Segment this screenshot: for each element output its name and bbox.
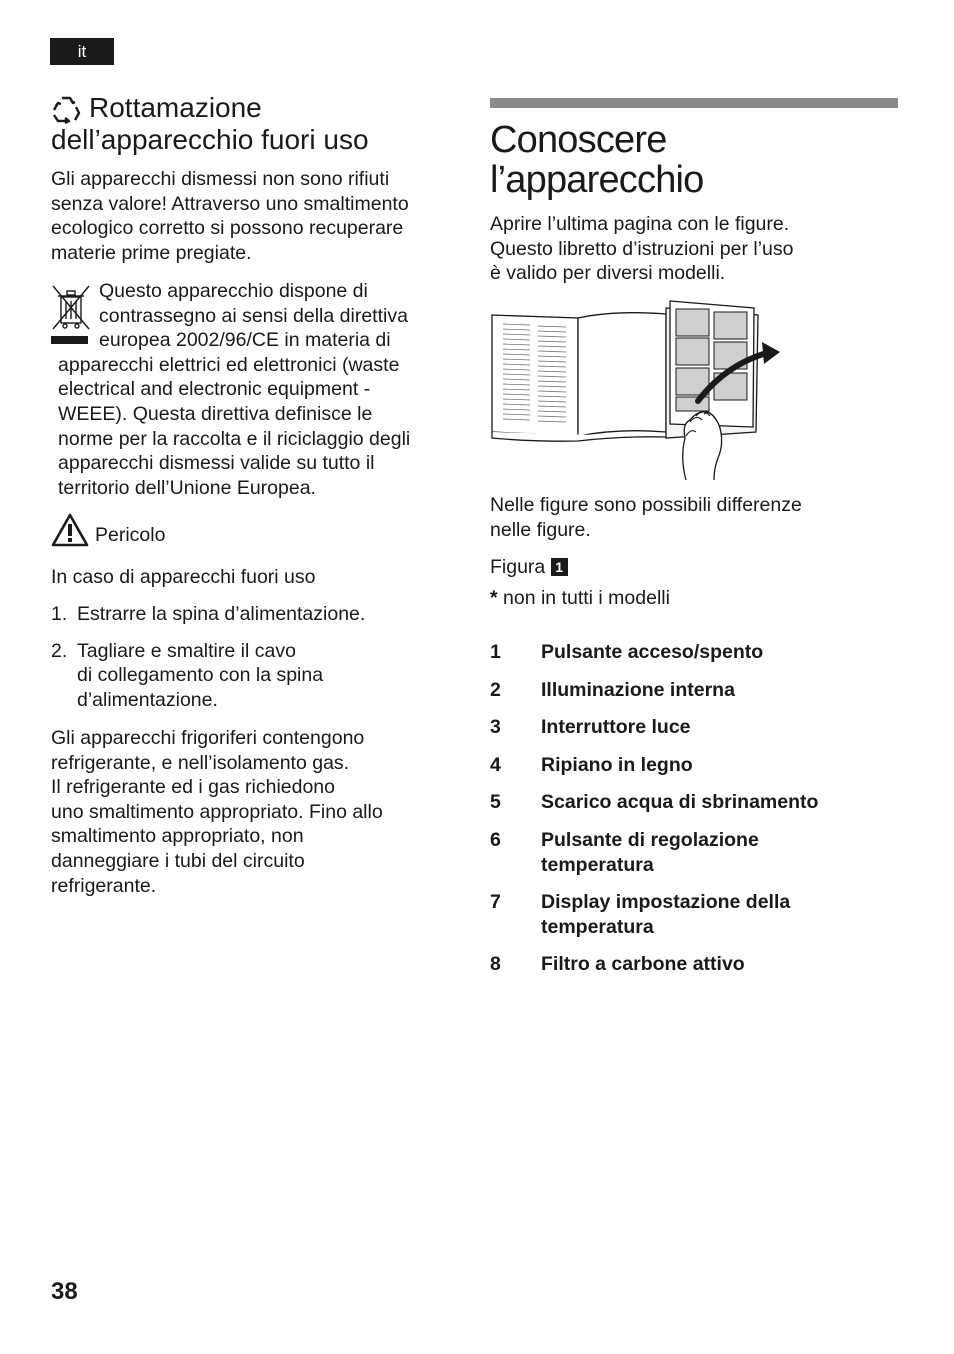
part-number: 8 xyxy=(490,953,501,976)
footnote-text: non in tutti i modelli xyxy=(503,587,670,609)
list-item xyxy=(490,640,900,665)
disposal-title: Rottamazione xyxy=(89,92,262,123)
disposal-steps xyxy=(51,602,466,712)
part-label: Scarico acqua di sbrinamento xyxy=(541,791,819,814)
text-line: apparecchi elettrici ed elettronici (waste xyxy=(58,353,400,376)
text-line: WEEE). Questa direttiva definisce le xyxy=(58,402,373,425)
disposal-title-line2: dell’apparecchio fuori uso xyxy=(51,124,369,155)
figure-note xyxy=(490,493,900,542)
text-line: apparecchi dismessi valide su tutto il xyxy=(58,452,375,475)
list-item xyxy=(490,890,900,939)
text-line: europea 2002/96/CE in materia di xyxy=(99,329,391,352)
text-line: materie prime pregiate. xyxy=(51,241,252,264)
part-label: Ripiano in legno xyxy=(541,753,693,776)
part-label: Filtro a carbone attivo xyxy=(541,953,745,976)
page-number: 38 xyxy=(51,1278,78,1305)
list-item xyxy=(490,790,900,815)
parts-list xyxy=(490,640,900,990)
appliance-title xyxy=(490,120,900,200)
text-line: electrical and electronic equipment - xyxy=(58,378,371,401)
step-text: d’alimentazione. xyxy=(77,688,218,711)
language-tag: it xyxy=(50,38,114,65)
text-line: Questo apparecchio dispone di xyxy=(99,280,368,302)
text-line: è valido per diversi modelli. xyxy=(490,262,726,285)
list-item xyxy=(490,753,900,778)
disposal-section xyxy=(51,92,466,155)
text-line: senza valore! Attraverso uno smaltimento xyxy=(51,192,409,215)
step-number: 2. xyxy=(51,639,68,662)
text-line: Aprire l’ultima pagina con le figure. xyxy=(490,213,790,235)
text-line: danneggiare i tubi del circuito xyxy=(51,849,305,872)
part-label: Display impostazione della xyxy=(541,891,791,914)
weee-text xyxy=(58,353,468,501)
list-item xyxy=(51,602,466,627)
danger-intro: In caso di apparecchi fuori uso xyxy=(51,566,316,588)
figure-reference xyxy=(490,555,900,580)
part-number: 6 xyxy=(490,828,501,851)
footnote xyxy=(490,586,900,611)
text-line: Questo libretto d’istruzioni per l’uso xyxy=(490,237,794,260)
danger-label: Pericolo xyxy=(95,524,166,546)
text-line: ecologico corretto si possono recuperare xyxy=(51,217,404,240)
text-line: nelle figure. xyxy=(490,518,591,541)
text-line: uno smaltimento appropriato. Fino allo xyxy=(51,800,383,823)
step-text: Estrarre la spina d’alimentazione. xyxy=(77,603,366,625)
recycle-icon xyxy=(51,94,81,124)
step-number: 1. xyxy=(51,603,68,625)
step-text: Tagliare e smaltire il cavo xyxy=(77,639,296,662)
list-item xyxy=(490,715,900,740)
list-item xyxy=(490,678,900,703)
appliance-intro xyxy=(490,212,900,286)
booklet-illustration xyxy=(490,298,790,483)
list-item xyxy=(490,828,900,877)
section-rule xyxy=(490,98,898,108)
weee-text-indented xyxy=(99,279,469,353)
page-title: Conoscere xyxy=(490,119,667,161)
part-label: temperatura xyxy=(541,915,654,938)
list-item xyxy=(51,639,466,713)
weee-bin-icon xyxy=(51,283,91,349)
text-line: norme per la raccolta e il riciclaggio degli xyxy=(58,427,411,450)
step-text: di collegamento con la spina xyxy=(77,664,324,687)
figure-label: Figura xyxy=(490,556,546,578)
text-line: smaltimento appropriato, non xyxy=(51,825,304,848)
list-item xyxy=(490,952,900,977)
part-label: Pulsante acceso/spento xyxy=(541,641,764,663)
footnote-star: * xyxy=(490,587,498,609)
figure-number-badge: 1 xyxy=(551,558,568,576)
text-line: refrigerante, e nell’isolamento gas. xyxy=(51,751,350,774)
page-title-line2: l’apparecchio xyxy=(490,159,704,201)
refrigerant-text xyxy=(51,726,466,898)
warning-icon xyxy=(51,513,89,547)
part-number: 4 xyxy=(490,753,501,776)
part-label: Pulsante di regolazione xyxy=(541,828,759,851)
text-line: Gli apparecchi frigoriferi contengono xyxy=(51,727,365,749)
text-line: territorio dell’Unione Europea. xyxy=(58,476,316,499)
danger-heading xyxy=(51,513,165,547)
part-label: Illuminazione interna xyxy=(541,678,735,701)
text-line: contrassegno ai sensi della direttiva xyxy=(99,304,408,327)
text-line: refrigerante. xyxy=(51,874,157,897)
part-number: 5 xyxy=(490,791,501,814)
text-line: Nelle figure sono possibili differenze xyxy=(490,494,802,516)
part-label: Interruttore luce xyxy=(541,716,691,739)
part-label: temperatura xyxy=(541,853,654,876)
text-line: Il refrigerante ed i gas richiedono xyxy=(51,776,335,799)
part-number: 1 xyxy=(490,641,501,663)
text-line: Gli apparecchi dismessi non sono rifiuti xyxy=(51,168,390,190)
disposal-intro xyxy=(51,167,466,265)
part-number: 3 xyxy=(490,716,501,739)
part-number: 2 xyxy=(490,678,501,701)
part-number: 7 xyxy=(490,891,501,914)
